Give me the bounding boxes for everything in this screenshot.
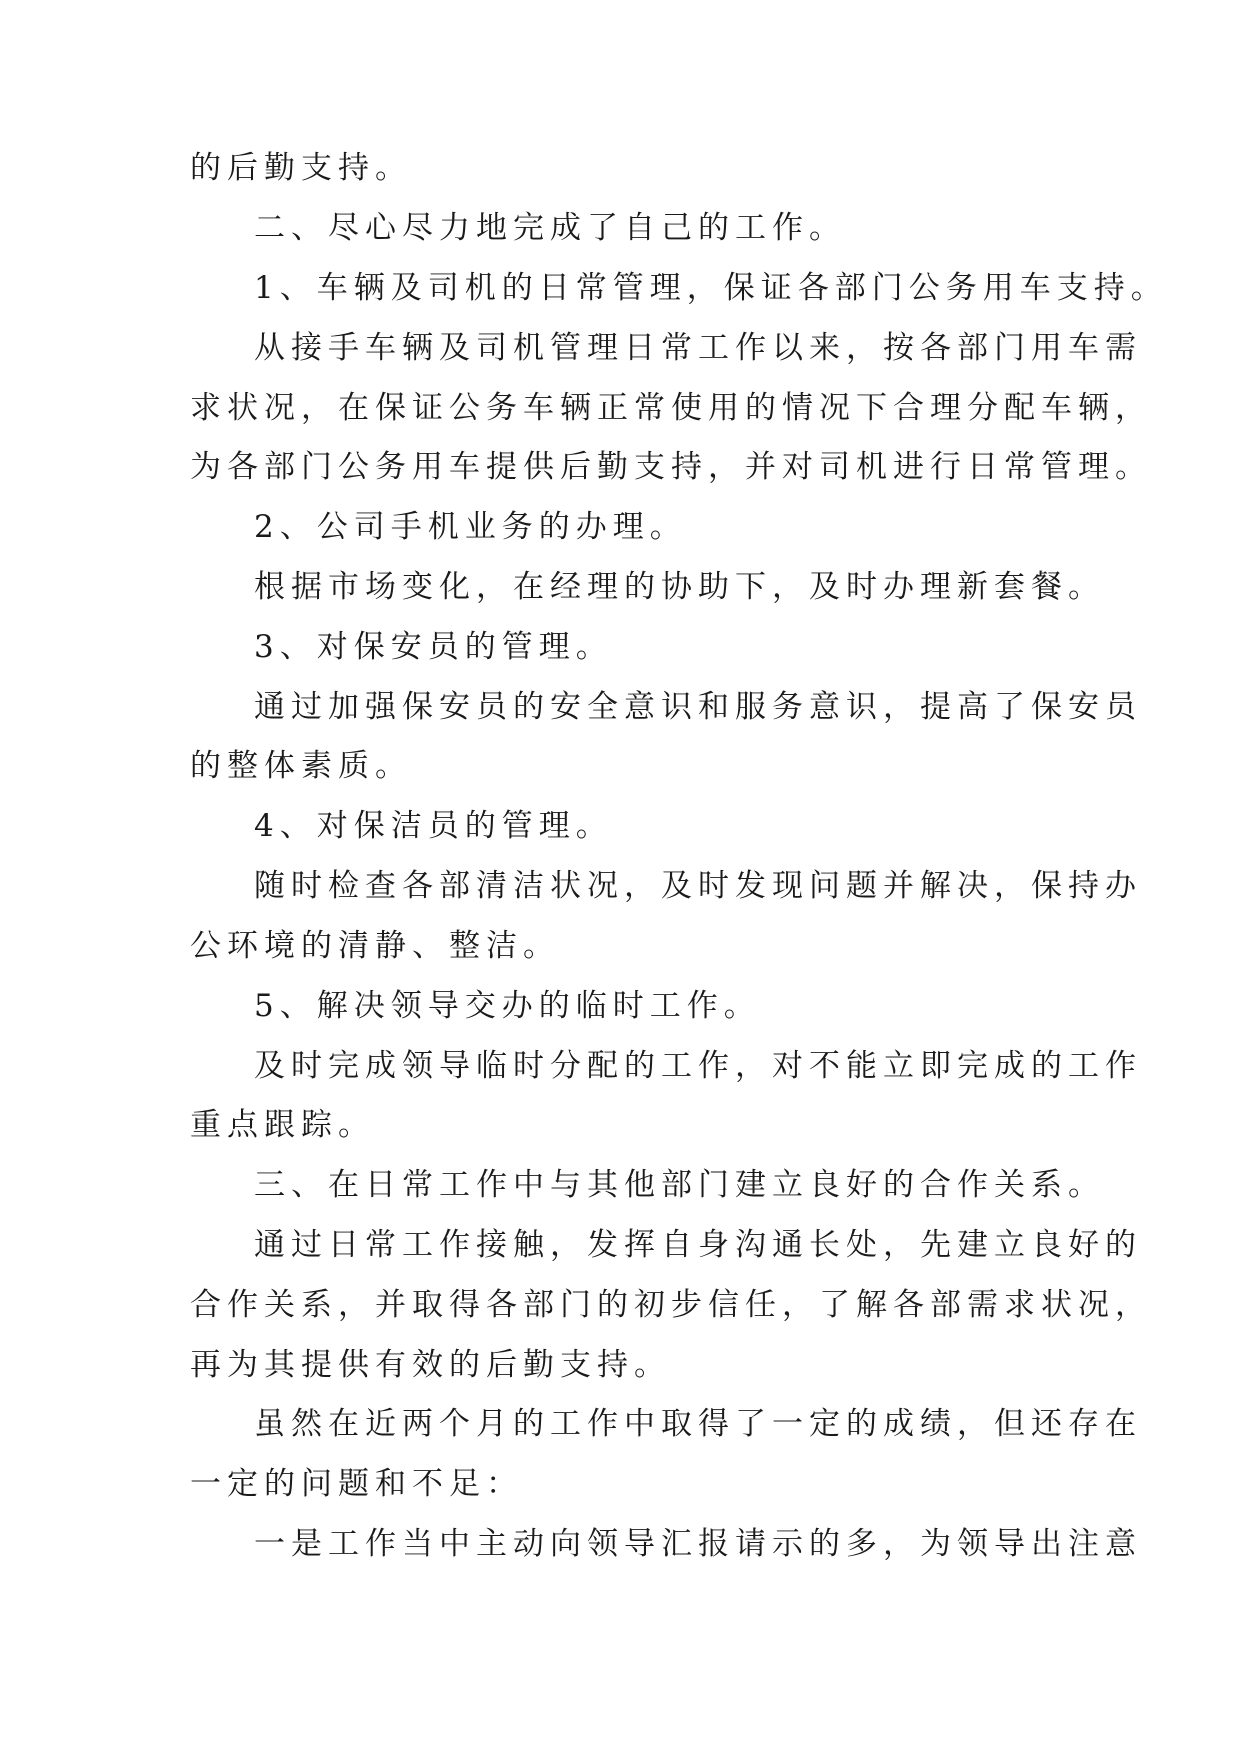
text-line: 虽然在近两个月的工作中取得了一定的成绩，但还存在 [254,1406,1142,1442]
item-heading: 1、车辆及司机的日常管理，保证各部门公务用车支持。 [254,270,1168,306]
text-line: 根据市场变化，在经理的协助下，及时办理新套餐。 [254,569,1105,605]
text-line: 从接手车辆及司机管理日常工作以来，按各部门用车需 [254,330,1142,366]
text-line: 重点跟踪。 [190,1107,375,1143]
item-heading: 4、对保洁员的管理。 [254,808,613,844]
item-heading: 2、公司手机业务的办理。 [254,509,687,545]
section-heading: 三、在日常工作中与其他部门建立良好的合作关系。 [254,1167,1105,1203]
text-line: 随时检查各部清洁状况，及时发现问题并解决，保持办 [254,868,1142,904]
text-line: 通过加强保安员的安全意识和服务意识，提高了保安员 [254,689,1142,725]
text-line: 再为其提供有效的后勤支持。 [190,1347,671,1383]
text-line: 一定的问题和不足： [190,1466,523,1502]
item-heading: 5、解决领导交办的临时工作。 [254,988,761,1024]
text-line: 公环境的清静、整洁。 [190,928,560,964]
section-heading: 二、尽心尽力地完成了自己的工作。 [254,210,846,246]
text-line: 及时完成领导临时分配的工作，对不能立即完成的工作 [254,1048,1142,1084]
text-line: 求状况，在保证公务车辆正常使用的情况下合理分配车辆， [190,390,1152,426]
text-line: 合作关系，并取得各部门的初步信任，了解各部需求状况， [190,1287,1152,1323]
item-heading: 3、对保安员的管理。 [254,629,613,665]
text-line: 通过日常工作接触，发挥自身沟通长处，先建立良好的 [254,1227,1142,1263]
text-line: 一是工作当中主动向领导汇报请示的多，为领导出注意 [254,1526,1142,1562]
text-line: 的整体素质。 [190,748,412,784]
text-line: 为各部门公务用车提供后勤支持，并对司机进行日常管理。 [190,449,1152,485]
text-line: 的后勤支持。 [190,150,412,186]
